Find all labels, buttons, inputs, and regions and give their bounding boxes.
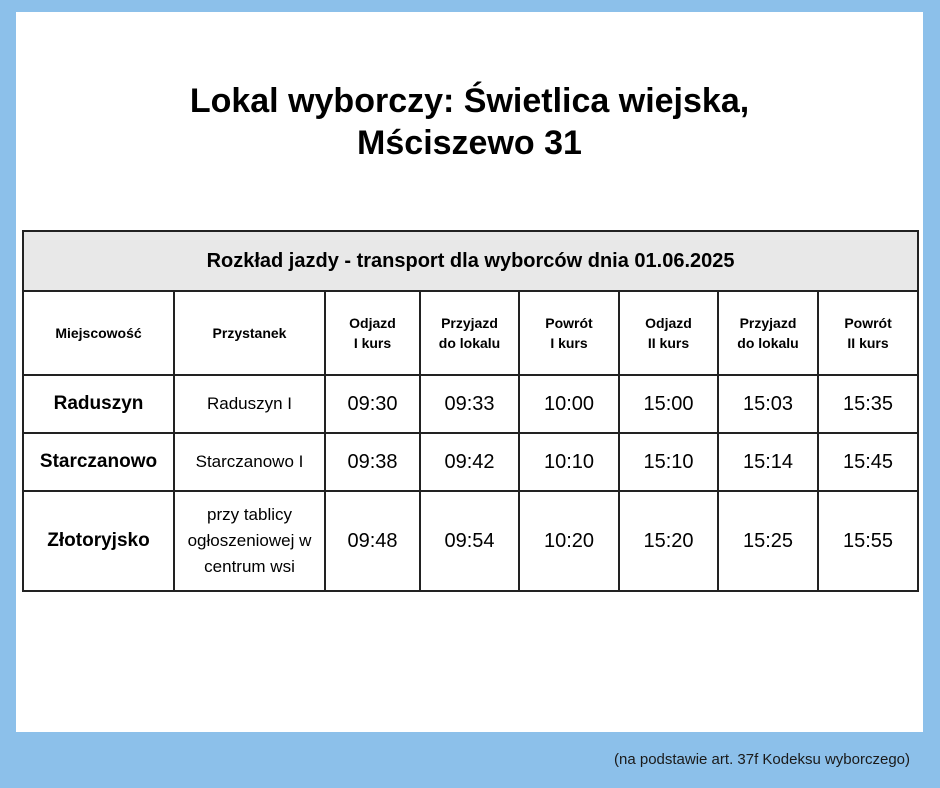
header-arrival-1: Przyjazd do lokalu <box>420 291 519 375</box>
header-place: Miejscowość <box>23 291 174 375</box>
table-row <box>23 491 918 591</box>
header-arrival-2: Przyjazd do lokalu <box>718 291 818 375</box>
header-return-1: Powrót I kurs <box>519 291 619 375</box>
stop-cell: Raduszyn I <box>174 375 325 433</box>
place-cell: Złotoryjsko <box>23 491 174 591</box>
header-return-2: Powrót II kurs <box>818 291 918 375</box>
place-cell: Raduszyn <box>23 375 174 433</box>
page-title <box>16 80 923 164</box>
time-cell: 15:14 <box>718 433 818 491</box>
place-cell: Starczanowo <box>23 433 174 491</box>
time-cell: 15:03 <box>718 375 818 433</box>
time-cell: 10:20 <box>519 491 619 591</box>
notice-card <box>16 12 923 732</box>
header-departure-1: Odjazd I kurs <box>325 291 420 375</box>
table-row <box>23 375 918 433</box>
schedule-table <box>22 230 919 592</box>
time-cell: 09:48 <box>325 491 420 591</box>
time-cell: 15:35 <box>818 375 918 433</box>
title-line-2: Mściszewo 31 <box>357 124 582 162</box>
time-cell: 10:00 <box>519 375 619 433</box>
time-cell: 09:54 <box>420 491 519 591</box>
time-cell: 09:30 <box>325 375 420 433</box>
time-cell: 15:45 <box>818 433 918 491</box>
time-cell: 09:33 <box>420 375 519 433</box>
legal-footnote: (na podstawie art. 37f Kodeksu wyborczego) <box>614 751 910 768</box>
title-line-1: Lokal wyborczy: Świetlica wiejska, <box>189 82 750 120</box>
time-cell: 09:38 <box>325 433 420 491</box>
stop-cell: przy tablicy ogłoszeniowej w centrum wsi <box>174 491 325 591</box>
table-caption: Rozkład jazdy - transport dla wyborców dnia 01.06.2025 <box>23 231 918 291</box>
time-cell: 15:10 <box>619 433 718 491</box>
header-stop: Przystanek <box>174 291 325 375</box>
time-cell: 15:55 <box>818 491 918 591</box>
time-cell: 15:25 <box>718 491 818 591</box>
time-cell: 09:42 <box>420 433 519 491</box>
time-cell: 10:10 <box>519 433 619 491</box>
stop-cell: Starczanowo I <box>174 433 325 491</box>
time-cell: 15:20 <box>619 491 718 591</box>
header-departure-2: Odjazd II kurs <box>619 291 718 375</box>
time-cell: 15:00 <box>619 375 718 433</box>
table-row <box>23 433 918 491</box>
